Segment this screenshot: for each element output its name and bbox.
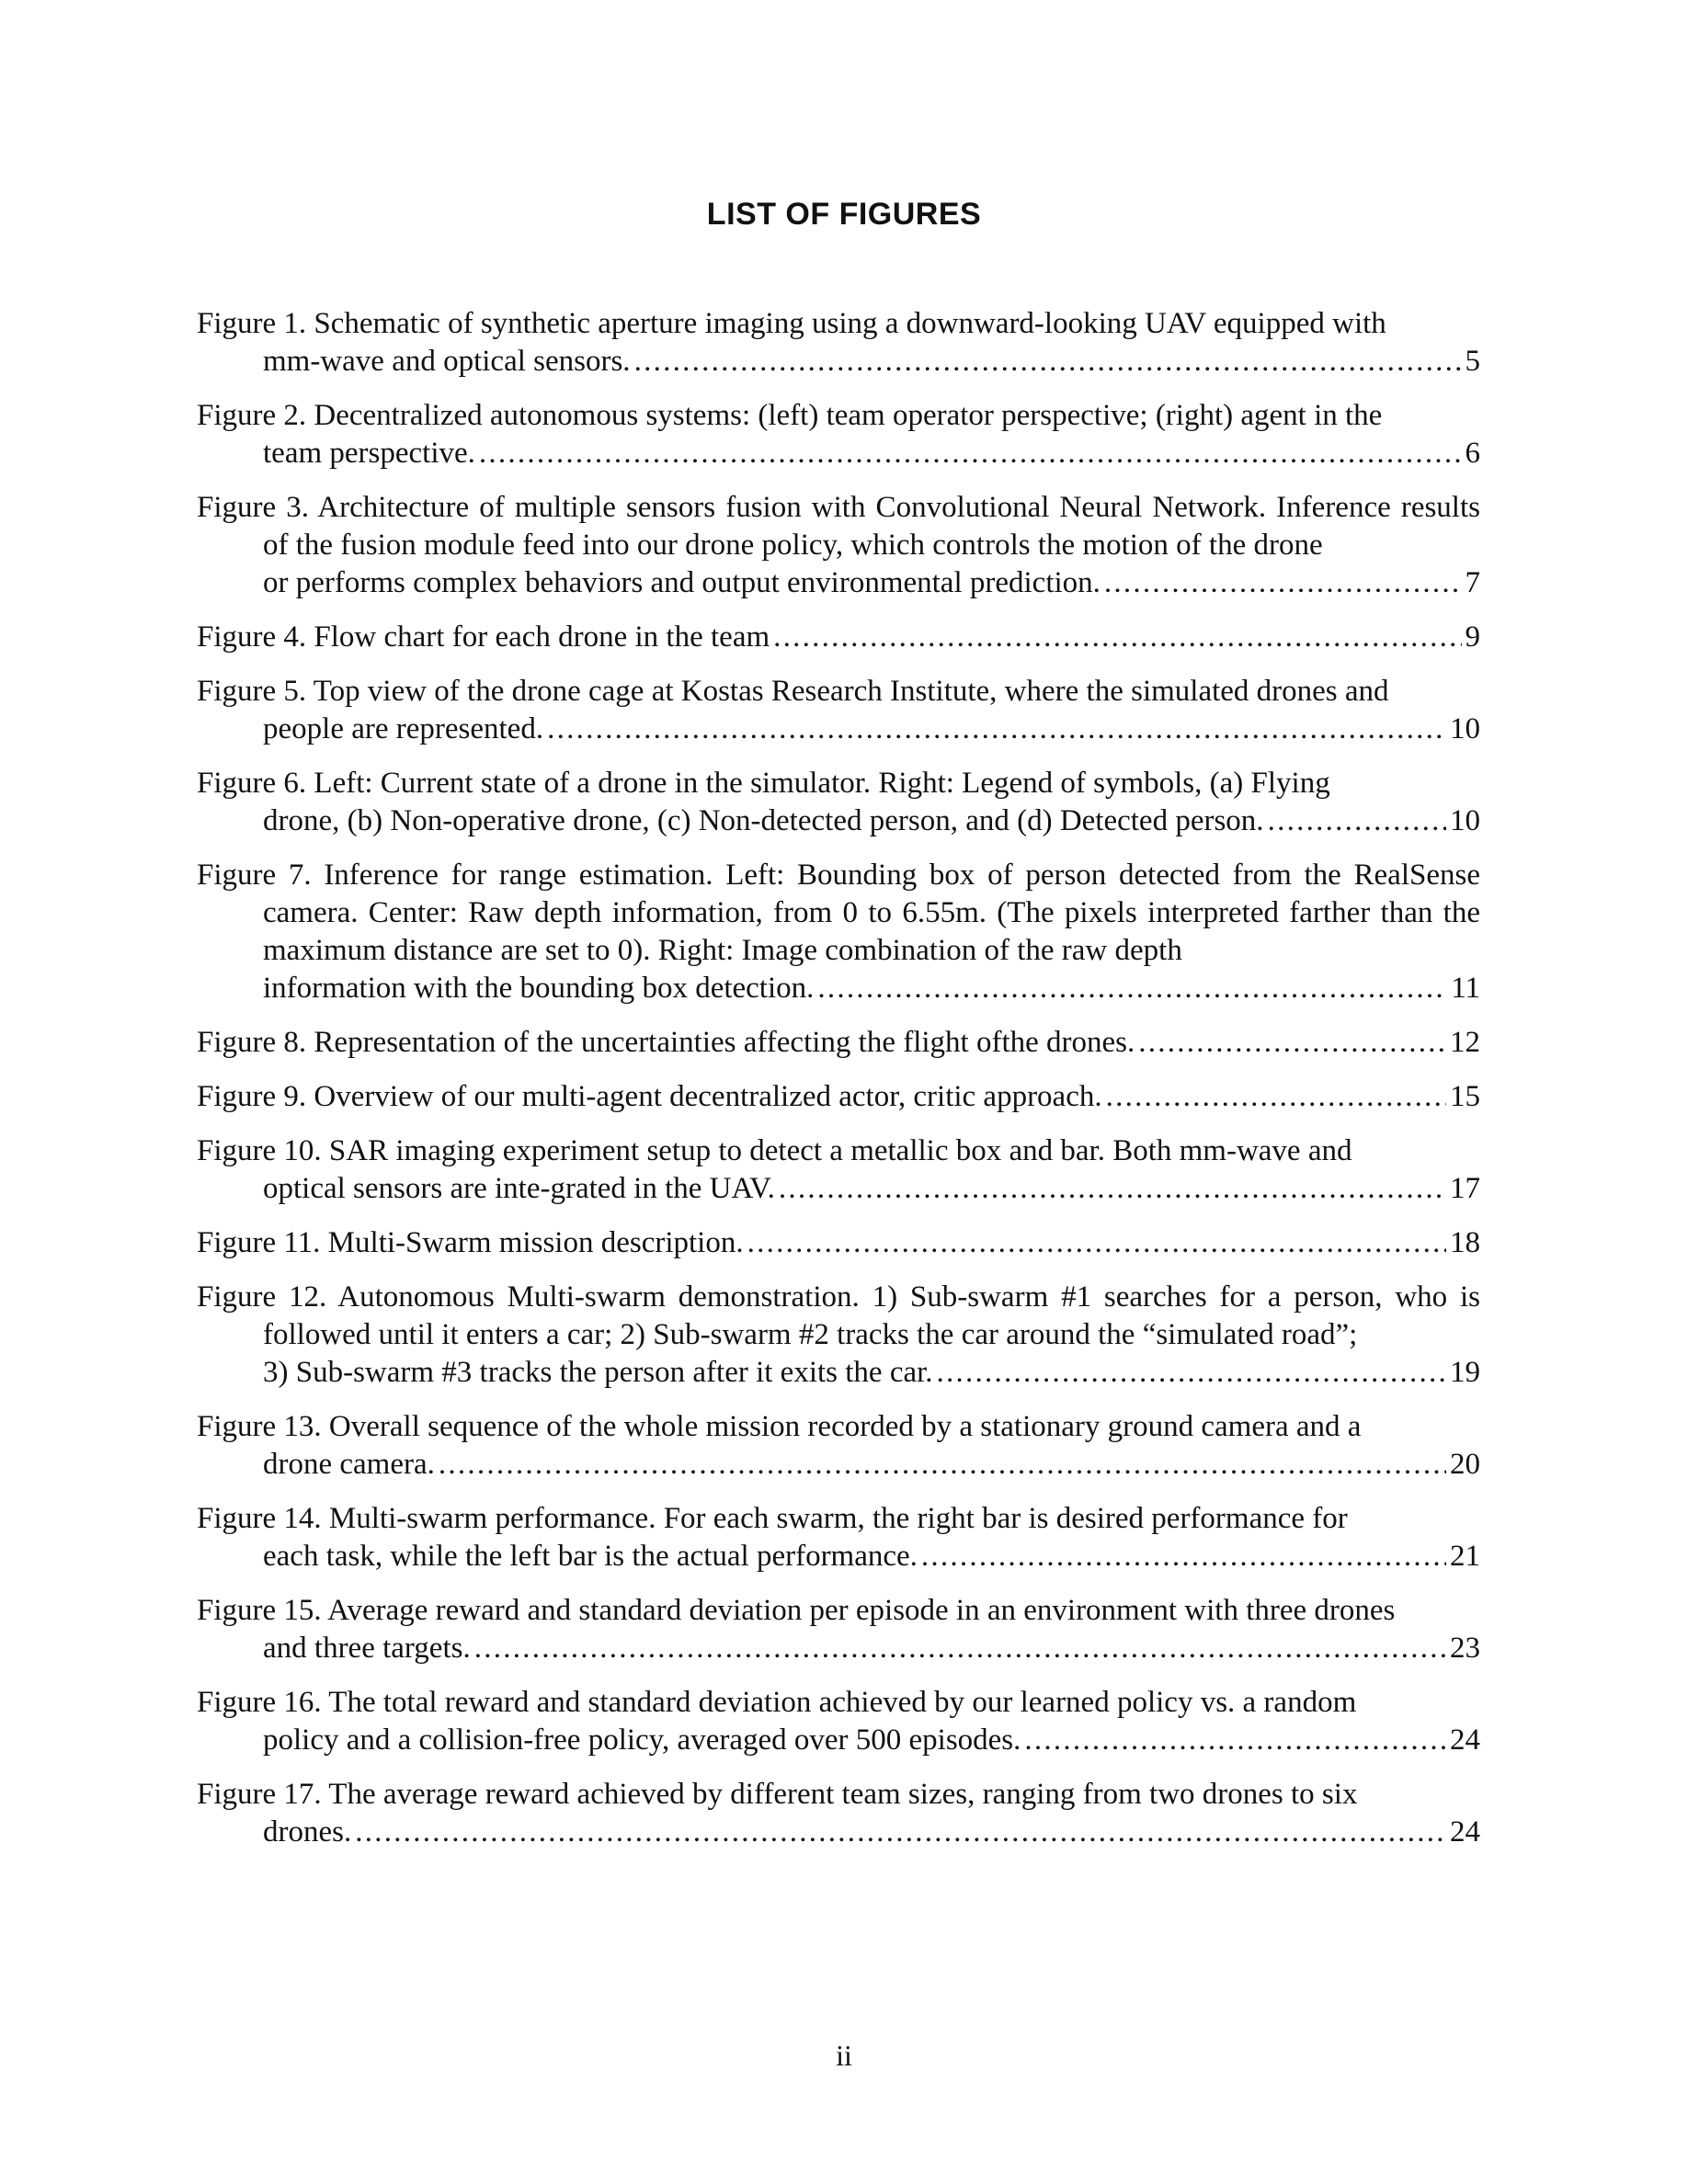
page-number: 5 (1465, 345, 1480, 378)
entry-caption: Figure 5. Top view of the drone cage at Kostas Research Institute, where the simulated drones and (197, 675, 1389, 708)
entry-caption-end: Figure 11. Multi-Swarm mission description. (197, 1226, 744, 1259)
entry-last-line (197, 619, 1480, 656)
entry-caption: Figure 13. Overall sequence of the whole mission recorded by a stationary ground camera and a (197, 1410, 1362, 1443)
entry-caption-end: and three targets. (263, 1632, 471, 1665)
entry-caption: Figure 7. Inference for range estimation. Left: Bounding box of person detected from the RealSense camera. Center: Raw depth information, from 0 to 6.55m. (The pixels interpreted farther than the maximum distance are set to 0). Right: Image combination of the raw depth (197, 859, 1480, 967)
dot-leader (1106, 1078, 1446, 1116)
list-item (197, 1776, 1480, 1851)
dot-leader (1024, 1722, 1446, 1759)
page-number: 9 (1465, 620, 1480, 654)
list-item (197, 1408, 1480, 1484)
list-item (197, 1132, 1480, 1208)
entry-caption-end: Figure 4. Flow chart for each drone in the team (197, 620, 770, 654)
entry-caption: Figure 15. Average reward and standard deviation per episode in an environment with three drones (197, 1594, 1396, 1627)
page-number: 6 (1465, 437, 1480, 470)
list-item (197, 1684, 1480, 1759)
entry-last-line (263, 1170, 1480, 1208)
list-item (197, 305, 1480, 381)
dot-leader (479, 435, 1462, 472)
entry-last-line (263, 1354, 1480, 1392)
entry-last-line (263, 1538, 1480, 1575)
page-number-footer: ii (836, 2039, 852, 2072)
entry-caption: Figure 14. Multi-swarm performance. For each swarm, the right bar is desired performance for (197, 1502, 1348, 1535)
list-item (197, 765, 1480, 840)
dot-leader (747, 1224, 1446, 1262)
dot-leader (937, 1354, 1446, 1392)
page-title: LIST OF FIGURES (706, 197, 982, 232)
dot-leader (1138, 1024, 1446, 1062)
page-number: 19 (1450, 1356, 1480, 1389)
dot-leader (779, 1170, 1446, 1208)
list-item (197, 619, 1480, 656)
dot-leader (439, 1446, 1446, 1484)
dot-leader (634, 343, 1462, 381)
page-number: 15 (1450, 1080, 1480, 1113)
page-number: 18 (1450, 1226, 1480, 1259)
page-number: 11 (1451, 972, 1480, 1005)
dot-leader (474, 1630, 1446, 1667)
page-number: 23 (1450, 1632, 1480, 1665)
entry-caption-end: mm-wave and optical sensors. (263, 345, 631, 378)
entry-caption-end: drone camera. (263, 1448, 435, 1481)
entry-last-line (197, 1024, 1480, 1062)
list-item (197, 1592, 1480, 1667)
figure-list (197, 305, 1480, 1868)
entry-caption: Figure 6. Left: Current state of a drone in the simulator. Right: Legend of symbols, (a) Flying (197, 767, 1330, 800)
dot-leader (773, 619, 1461, 656)
entry-caption: Figure 3. Architecture of multiple sensors fusion with Convolutional Neural Network. Inference results of the fusion module feed into our drone policy, which controls the motion of the drone (197, 491, 1480, 562)
entry-last-line (263, 1446, 1480, 1484)
list-item (197, 1224, 1480, 1262)
list-item (197, 397, 1480, 472)
page-number: 10 (1450, 804, 1480, 837)
entry-caption: Figure 16. The total reward and standard deviation achieved by our learned policy vs. a random (197, 1686, 1357, 1719)
entry-caption-end: optical sensors are inte-grated in the UAV. (263, 1172, 775, 1205)
entry-last-line (263, 435, 1480, 472)
list-item (197, 673, 1480, 748)
entry-caption-end: people are represented. (263, 712, 544, 745)
dot-leader (1268, 802, 1446, 840)
page-number: 10 (1450, 712, 1480, 745)
dot-leader (921, 1538, 1446, 1575)
entry-last-line (263, 711, 1480, 748)
list-item (197, 1024, 1480, 1062)
entry-last-line (263, 564, 1480, 602)
entry-last-line (263, 1722, 1480, 1759)
entry-last-line (263, 343, 1480, 381)
entry-last-line (197, 1078, 1480, 1116)
list-item (197, 1078, 1480, 1116)
entry-last-line (263, 1630, 1480, 1667)
entry-caption-end: 3) Sub-swarm #3 tracks the person after it exits the car. (263, 1356, 933, 1389)
list-item (197, 489, 1480, 602)
entry-caption: Figure 12. Autonomous Multi-swarm demonstration. 1) Sub-swarm #1 searches for a person, who is followed until it enters a car; 2) Sub-swarm #2 tracks the car around the “simulated road”; (197, 1280, 1480, 1351)
entry-caption-end: drone, (b) Non-operative drone, (c) Non-detected person, and (d) Detected person. (263, 804, 1264, 837)
entry-caption: Figure 10. SAR imaging experiment setup to detect a metallic box and bar. Both mm-wave and (197, 1134, 1352, 1167)
list-item (197, 1500, 1480, 1575)
entry-last-line (263, 1814, 1480, 1851)
list-item (197, 1279, 1480, 1392)
entry-caption: Figure 2. Decentralized autonomous systems: (left) team operator perspective; (right) agent in the (197, 399, 1383, 432)
dot-leader (817, 970, 1447, 1007)
entry-caption-end: or performs complex behaviors and output environmental prediction. (263, 566, 1101, 599)
entry-caption-end: Figure 8. Representation of the uncertainties affecting the flight ofthe drones. (197, 1026, 1135, 1059)
entry-caption-end: each task, while the left bar is the actual performance. (263, 1540, 918, 1573)
entry-caption-end: information with the bounding box detection. (263, 972, 815, 1005)
page-number: 7 (1465, 566, 1480, 599)
dot-leader (547, 711, 1446, 748)
dot-leader (1104, 564, 1462, 602)
entry-caption: Figure 17. The average reward achieved by different team sizes, ranging from two drones to six (197, 1778, 1358, 1811)
entry-caption-end: Figure 9. Overview of our multi-agent decentralized actor, critic approach. (197, 1080, 1102, 1113)
entry-caption-end: team perspective. (263, 437, 475, 470)
entry-caption-end: policy and a collision-free policy, averaged over 500 episodes. (263, 1723, 1021, 1757)
entry-last-line (263, 970, 1480, 1007)
page-number: 24 (1450, 1723, 1480, 1757)
list-item (197, 857, 1480, 1007)
entry-last-line (197, 1224, 1480, 1262)
dot-leader (355, 1814, 1446, 1851)
entry-caption: Figure 1. Schematic of synthetic aperture imaging using a downward-looking UAV equipped with (197, 307, 1386, 340)
entry-caption-end: drones. (263, 1815, 352, 1848)
page-number: 21 (1450, 1540, 1480, 1573)
entry-last-line (263, 802, 1480, 840)
page-number: 24 (1450, 1815, 1480, 1848)
page-number: 17 (1450, 1172, 1480, 1205)
page-number: 12 (1450, 1026, 1480, 1059)
page-number: 20 (1450, 1448, 1480, 1481)
